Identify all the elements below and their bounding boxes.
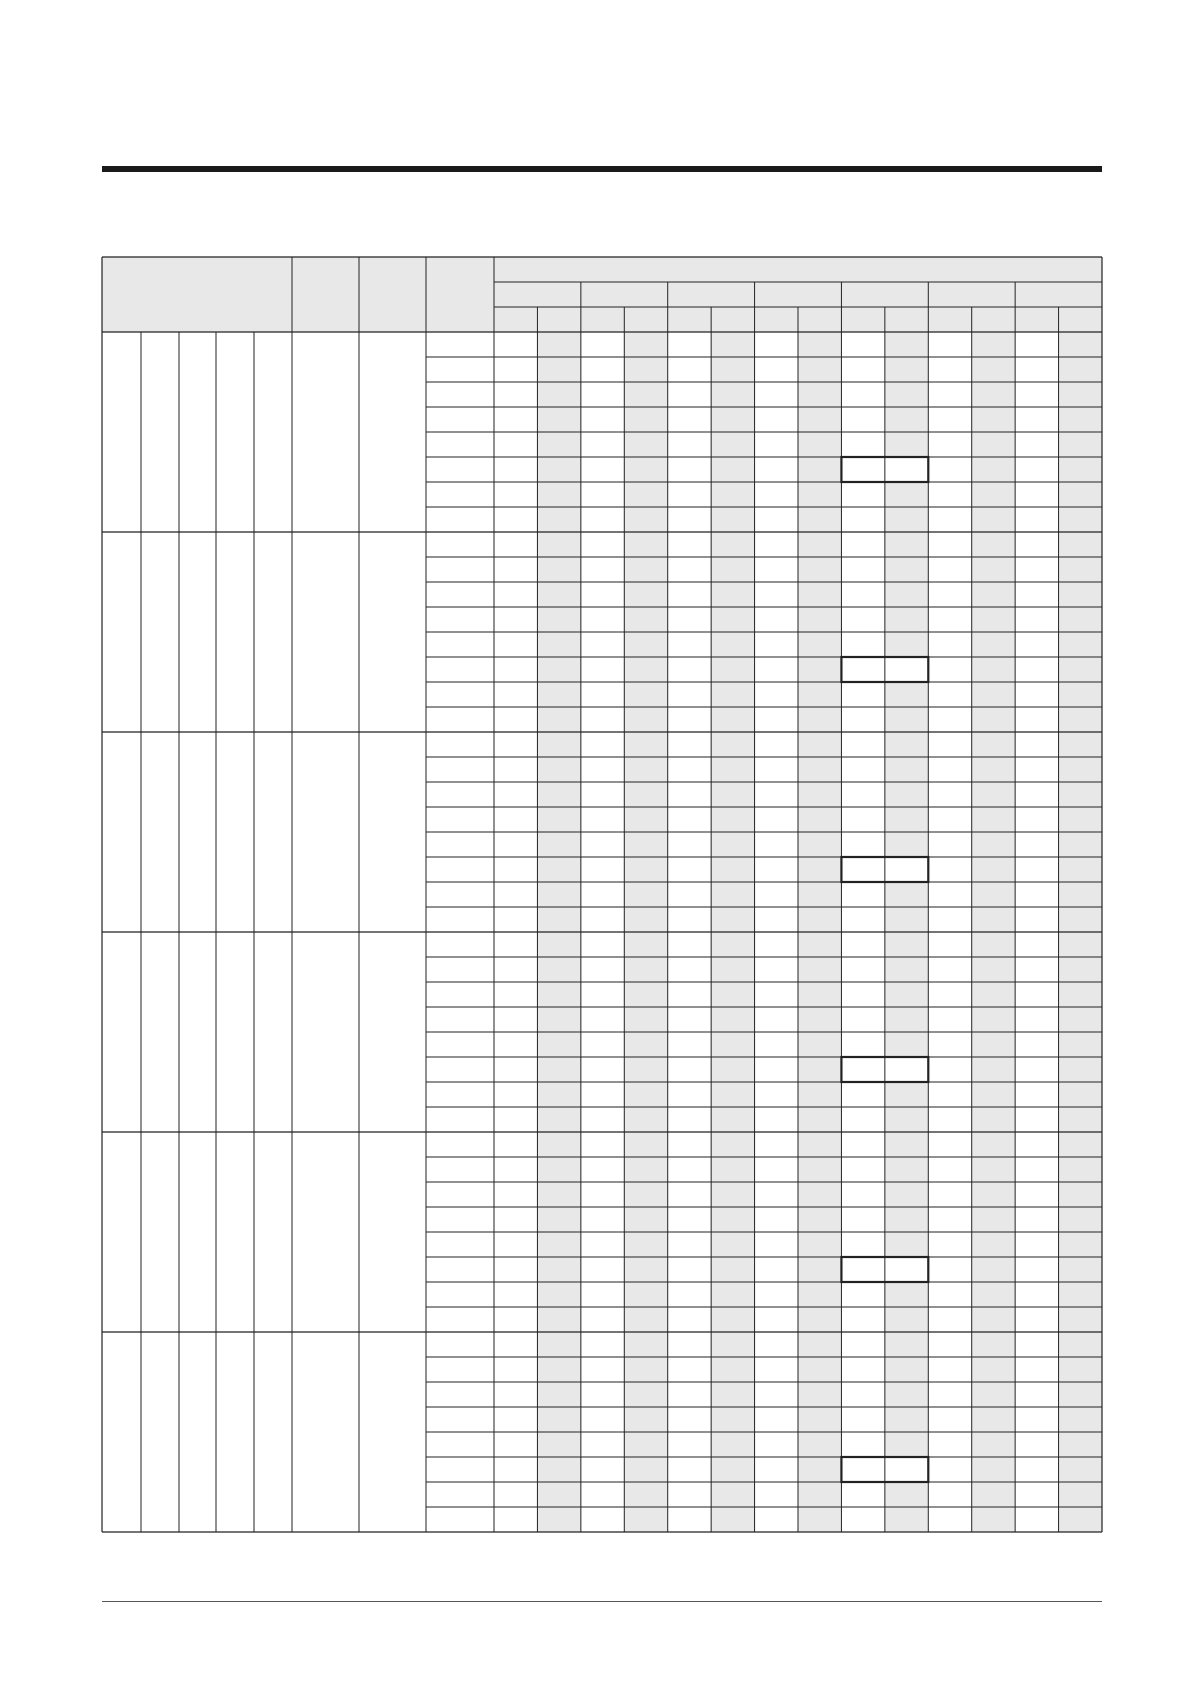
footer-rule	[102, 1601, 1102, 1602]
header-background	[102, 257, 1102, 332]
